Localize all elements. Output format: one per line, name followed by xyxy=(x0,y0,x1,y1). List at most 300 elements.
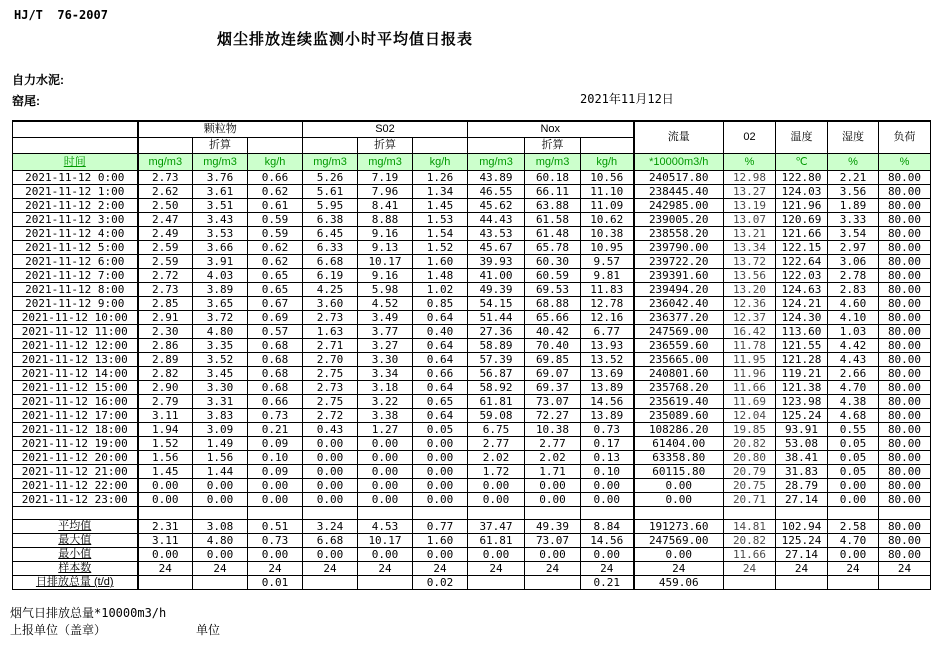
spacer-cell xyxy=(138,138,193,154)
value-cell: 20.71 xyxy=(724,493,776,507)
value-cell: 1.53 xyxy=(413,213,468,227)
data-row xyxy=(13,479,931,493)
value-cell: 0.66 xyxy=(248,395,303,409)
summary-value-cell: 4.53 xyxy=(358,520,413,534)
spacer-cell xyxy=(138,507,193,520)
summary-value-cell: 10.17 xyxy=(358,534,413,548)
value-cell: 108286.20 xyxy=(634,423,724,437)
value-cell: 9.16 xyxy=(358,269,413,283)
value-cell: 4.70 xyxy=(828,381,879,395)
value-cell: 80.00 xyxy=(879,465,931,479)
value-cell: 46.55 xyxy=(468,185,525,199)
summary-value-cell: 0.00 xyxy=(634,548,724,562)
summary-value-cell: 0.00 xyxy=(828,548,879,562)
summary-value-cell: 6.68 xyxy=(303,534,358,548)
time-cell: 2021-11-12 12:00 xyxy=(13,339,138,353)
value-cell: 4.03 xyxy=(193,269,248,283)
value-cell: 4.68 xyxy=(828,409,879,423)
summary-value-cell xyxy=(879,576,931,590)
value-cell: 3.31 xyxy=(193,395,248,409)
value-cell: 60.18 xyxy=(525,171,581,185)
summary-value-cell: 37.47 xyxy=(468,520,525,534)
summary-value-cell: 0.77 xyxy=(413,520,468,534)
value-cell: 45.67 xyxy=(468,241,525,255)
value-cell: 4.10 xyxy=(828,311,879,325)
value-cell: 20.75 xyxy=(724,479,776,493)
footer-units-row xyxy=(10,621,947,637)
value-cell: 0.05 xyxy=(828,451,879,465)
col-group-particulate: 颗粒物 xyxy=(138,121,303,138)
value-cell: 239494.20 xyxy=(634,283,724,297)
summary-value-cell: 24 xyxy=(138,562,193,576)
value-cell: 1.72 xyxy=(468,465,525,479)
summary-value-cell: 247569.00 xyxy=(634,534,724,548)
col-temperature: 温度 xyxy=(776,121,828,154)
col-humidity: 湿度 xyxy=(828,121,879,154)
value-cell: 80.00 xyxy=(879,171,931,185)
value-cell: 0.00 xyxy=(358,451,413,465)
value-cell: 13.19 xyxy=(724,199,776,213)
value-cell: 0.00 xyxy=(358,493,413,507)
data-row xyxy=(13,269,931,283)
corner-cell xyxy=(13,138,138,154)
value-cell: 13.21 xyxy=(724,227,776,241)
value-cell: 0.61 xyxy=(248,199,303,213)
value-cell: 2.62 xyxy=(138,185,193,199)
footer xyxy=(10,604,947,637)
value-cell: 247569.00 xyxy=(634,325,724,339)
value-cell: 70.40 xyxy=(525,339,581,353)
value-cell: 39.93 xyxy=(468,255,525,269)
unit-cell: % xyxy=(828,154,879,171)
value-cell: 240801.60 xyxy=(634,367,724,381)
value-cell: 1.56 xyxy=(193,451,248,465)
value-cell: 0.00 xyxy=(581,493,634,507)
value-cell: 4.80 xyxy=(193,325,248,339)
value-cell: 3.49 xyxy=(358,311,413,325)
summary-row xyxy=(13,576,931,590)
header-group-row xyxy=(13,121,931,138)
summary-value-cell xyxy=(724,576,776,590)
value-cell: 60.30 xyxy=(525,255,581,269)
summary-value-cell: 0.51 xyxy=(248,520,303,534)
standard-code: HJ/T 76-2007 xyxy=(14,8,108,22)
value-cell: 121.55 xyxy=(776,339,828,353)
summary-label: 样本数 xyxy=(13,562,138,576)
summary-value-cell xyxy=(303,576,358,590)
value-cell: 3.51 xyxy=(193,199,248,213)
value-cell: 44.43 xyxy=(468,213,525,227)
value-cell: 239391.60 xyxy=(634,269,724,283)
summary-value-cell: 459.06 xyxy=(634,576,724,590)
summary-value-cell xyxy=(776,576,828,590)
value-cell: 63.88 xyxy=(525,199,581,213)
summary-row xyxy=(13,548,931,562)
summary-value-cell xyxy=(468,576,525,590)
value-cell: 69.85 xyxy=(525,353,581,367)
value-cell: 0.00 xyxy=(303,451,358,465)
value-cell: 3.54 xyxy=(828,227,879,241)
value-cell: 2.71 xyxy=(303,339,358,353)
summary-value-cell: 0.00 xyxy=(468,548,525,562)
summary-value-cell: 0.00 xyxy=(525,548,581,562)
value-cell: 0.00 xyxy=(248,479,303,493)
value-cell: 0.00 xyxy=(193,493,248,507)
value-cell: 1.52 xyxy=(138,437,193,451)
value-cell: 49.39 xyxy=(468,283,525,297)
summary-label: 最小值 xyxy=(13,548,138,562)
value-cell: 61.48 xyxy=(525,227,581,241)
value-cell: 80.00 xyxy=(879,325,931,339)
value-cell: 13.93 xyxy=(581,339,634,353)
value-cell: 72.27 xyxy=(525,409,581,423)
value-cell: 2.59 xyxy=(138,255,193,269)
value-cell: 80.00 xyxy=(879,395,931,409)
value-cell: 239790.00 xyxy=(634,241,724,255)
value-cell: 2.89 xyxy=(138,353,193,367)
unit-cell: kg/h xyxy=(248,154,303,171)
data-row xyxy=(13,395,931,409)
summary-value-cell: 80.00 xyxy=(879,548,931,562)
data-row xyxy=(13,241,931,255)
value-cell: 0.00 xyxy=(413,479,468,493)
value-cell: 3.61 xyxy=(193,185,248,199)
value-cell: 236377.20 xyxy=(634,311,724,325)
unit-cell: mg/m3 xyxy=(138,154,193,171)
value-cell: 2.90 xyxy=(138,381,193,395)
data-row xyxy=(13,171,931,185)
value-cell: 3.66 xyxy=(193,241,248,255)
summary-value-cell: 2.31 xyxy=(138,520,193,534)
value-cell: 1.52 xyxy=(413,241,468,255)
value-cell: 5.95 xyxy=(303,199,358,213)
time-cell: 2021-11-12 8:00 xyxy=(13,283,138,297)
value-cell: 0.05 xyxy=(413,423,468,437)
value-cell: 11.96 xyxy=(724,367,776,381)
value-cell: 13.20 xyxy=(724,283,776,297)
summary-value-cell: 0.00 xyxy=(303,548,358,562)
value-cell: 80.00 xyxy=(879,241,931,255)
value-cell: 124.21 xyxy=(776,297,828,311)
value-cell: 1.48 xyxy=(413,269,468,283)
value-cell: 0.43 xyxy=(303,423,358,437)
value-cell: 1.27 xyxy=(358,423,413,437)
data-row xyxy=(13,199,931,213)
time-cell: 2021-11-12 15:00 xyxy=(13,381,138,395)
time-cell: 2021-11-12 20:00 xyxy=(13,451,138,465)
summary-value-cell: 24 xyxy=(358,562,413,576)
value-cell: 121.38 xyxy=(776,381,828,395)
time-cell: 2021-11-12 23:00 xyxy=(13,493,138,507)
value-cell: 0.00 xyxy=(413,493,468,507)
value-cell: 1.94 xyxy=(138,423,193,437)
value-cell: 16.42 xyxy=(724,325,776,339)
value-cell: 0.00 xyxy=(634,493,724,507)
value-cell: 12.36 xyxy=(724,297,776,311)
summary-value-cell: 24 xyxy=(828,562,879,576)
value-cell: 119.21 xyxy=(776,367,828,381)
value-cell: 28.79 xyxy=(776,479,828,493)
value-cell: 0.57 xyxy=(248,325,303,339)
unit-cell: mg/m3 xyxy=(468,154,525,171)
value-cell: 0.64 xyxy=(413,409,468,423)
value-cell: 19.85 xyxy=(724,423,776,437)
summary-value-cell: 0.00 xyxy=(358,548,413,562)
value-cell: 4.25 xyxy=(303,283,358,297)
value-cell: 73.07 xyxy=(525,395,581,409)
value-cell: 11.83 xyxy=(581,283,634,297)
data-row xyxy=(13,367,931,381)
value-cell: 6.19 xyxy=(303,269,358,283)
value-cell: 10.56 xyxy=(581,171,634,185)
spacer-cell xyxy=(525,507,581,520)
data-row xyxy=(13,451,931,465)
value-cell: 2.72 xyxy=(138,269,193,283)
value-cell: 1.44 xyxy=(193,465,248,479)
value-cell: 3.43 xyxy=(193,213,248,227)
value-cell: 1.34 xyxy=(413,185,468,199)
value-cell: 2.75 xyxy=(303,395,358,409)
value-cell: 12.16 xyxy=(581,311,634,325)
value-cell: 236559.60 xyxy=(634,339,724,353)
value-cell: 122.03 xyxy=(776,269,828,283)
value-cell: 80.00 xyxy=(879,493,931,507)
value-cell: 2.73 xyxy=(303,311,358,325)
summary-value-cell: 4.80 xyxy=(193,534,248,548)
value-cell: 0.00 xyxy=(413,465,468,479)
value-cell: 0.00 xyxy=(358,437,413,451)
value-cell: 0.00 xyxy=(358,479,413,493)
value-cell: 2.21 xyxy=(828,171,879,185)
table-header xyxy=(13,121,931,171)
time-cell: 2021-11-12 7:00 xyxy=(13,269,138,283)
summary-value-cell: 24 xyxy=(193,562,248,576)
data-row xyxy=(13,409,931,423)
summary-value-cell: 14.81 xyxy=(724,520,776,534)
conversion-label: 折算 xyxy=(193,138,248,154)
value-cell: 0.85 xyxy=(413,297,468,311)
summary-value-cell: 3.24 xyxy=(303,520,358,534)
value-cell: 0.00 xyxy=(193,479,248,493)
value-cell: 2.66 xyxy=(828,367,879,381)
value-cell: 5.26 xyxy=(303,171,358,185)
value-cell: 8.41 xyxy=(358,199,413,213)
summary-value-cell: 24 xyxy=(525,562,581,576)
value-cell: 124.03 xyxy=(776,185,828,199)
value-cell: 0.21 xyxy=(248,423,303,437)
value-cell: 9.16 xyxy=(358,227,413,241)
value-cell: 60115.80 xyxy=(634,465,724,479)
value-cell: 80.00 xyxy=(879,185,931,199)
value-cell: 3.34 xyxy=(358,367,413,381)
value-cell: 3.56 xyxy=(828,185,879,199)
unit-cell: ℃ xyxy=(776,154,828,171)
time-cell: 2021-11-12 13:00 xyxy=(13,353,138,367)
value-cell: 0.10 xyxy=(248,451,303,465)
value-cell: 0.66 xyxy=(248,171,303,185)
summary-value-cell: 102.94 xyxy=(776,520,828,534)
value-cell: 9.81 xyxy=(581,269,634,283)
value-cell: 80.00 xyxy=(879,423,931,437)
value-cell: 4.60 xyxy=(828,297,879,311)
value-cell: 0.00 xyxy=(634,479,724,493)
value-cell: 12.98 xyxy=(724,171,776,185)
value-cell: 0.64 xyxy=(413,339,468,353)
header-unit-row xyxy=(13,154,931,171)
value-cell: 11.78 xyxy=(724,339,776,353)
value-cell: 238558.20 xyxy=(634,227,724,241)
value-cell: 0.65 xyxy=(413,395,468,409)
value-cell: 0.73 xyxy=(248,409,303,423)
summary-value-cell: 1.60 xyxy=(413,534,468,548)
value-cell: 0.17 xyxy=(581,437,634,451)
value-cell: 7.19 xyxy=(358,171,413,185)
col-o2: 02 xyxy=(724,121,776,154)
summary-value-cell xyxy=(525,576,581,590)
unit-cell: kg/h xyxy=(581,154,634,171)
value-cell: 0.62 xyxy=(248,241,303,255)
value-cell: 0.65 xyxy=(248,283,303,297)
value-cell: 235768.20 xyxy=(634,381,724,395)
value-cell: 123.98 xyxy=(776,395,828,409)
value-cell: 27.14 xyxy=(776,493,828,507)
value-cell: 3.76 xyxy=(193,171,248,185)
value-cell: 80.00 xyxy=(879,269,931,283)
summary-value-cell: 24 xyxy=(776,562,828,576)
value-cell: 0.00 xyxy=(138,479,193,493)
time-column-header: 时间 xyxy=(13,154,138,171)
value-cell: 10.95 xyxy=(581,241,634,255)
value-cell: 0.00 xyxy=(303,465,358,479)
value-cell: 6.75 xyxy=(468,423,525,437)
value-cell: 3.35 xyxy=(193,339,248,353)
value-cell: 1.45 xyxy=(138,465,193,479)
value-cell: 65.78 xyxy=(525,241,581,255)
value-cell: 13.72 xyxy=(724,255,776,269)
value-cell: 43.53 xyxy=(468,227,525,241)
value-cell: 9.57 xyxy=(581,255,634,269)
value-cell: 0.00 xyxy=(581,479,634,493)
data-row xyxy=(13,381,931,395)
summary-row xyxy=(13,562,931,576)
location-row xyxy=(12,90,947,108)
value-cell: 69.07 xyxy=(525,367,581,381)
time-cell: 2021-11-12 10:00 xyxy=(13,311,138,325)
value-cell: 10.17 xyxy=(358,255,413,269)
value-cell: 4.38 xyxy=(828,395,879,409)
summary-value-cell: 80.00 xyxy=(879,534,931,548)
value-cell: 1.02 xyxy=(413,283,468,297)
summary-label: 平均值 xyxy=(13,520,138,534)
value-cell: 12.37 xyxy=(724,311,776,325)
value-cell: 80.00 xyxy=(879,283,931,297)
value-cell: 1.03 xyxy=(828,325,879,339)
value-cell: 0.05 xyxy=(828,437,879,451)
value-cell: 239005.20 xyxy=(634,213,724,227)
value-cell: 11.95 xyxy=(724,353,776,367)
summary-value-cell: 24 xyxy=(468,562,525,576)
unit-cell: % xyxy=(879,154,931,171)
value-cell: 3.52 xyxy=(193,353,248,367)
value-cell: 122.64 xyxy=(776,255,828,269)
summary-value-cell: 0.00 xyxy=(248,548,303,562)
value-cell: 56.87 xyxy=(468,367,525,381)
col-flow: 流量 xyxy=(634,121,724,154)
value-cell: 11.10 xyxy=(581,185,634,199)
value-cell: 80.00 xyxy=(879,227,931,241)
spacer-cell xyxy=(303,138,358,154)
value-cell: 0.05 xyxy=(828,465,879,479)
value-cell: 2.91 xyxy=(138,311,193,325)
value-cell: 3.18 xyxy=(358,381,413,395)
value-cell: 2.82 xyxy=(138,367,193,381)
value-cell: 120.69 xyxy=(776,213,828,227)
value-cell: 8.88 xyxy=(358,213,413,227)
value-cell: 38.41 xyxy=(776,451,828,465)
value-cell: 6.38 xyxy=(303,213,358,227)
value-cell: 0.00 xyxy=(303,437,358,451)
value-cell: 0.09 xyxy=(248,437,303,451)
summary-value-cell: 0.01 xyxy=(248,576,303,590)
spacer-cell xyxy=(468,138,525,154)
summary-value-cell: 24 xyxy=(724,562,776,576)
value-cell: 1.49 xyxy=(193,437,248,451)
corner-cell xyxy=(13,121,138,138)
value-cell: 2.47 xyxy=(138,213,193,227)
value-cell: 0.00 xyxy=(525,479,581,493)
value-cell: 3.09 xyxy=(193,423,248,437)
value-cell: 125.24 xyxy=(776,409,828,423)
value-cell: 66.11 xyxy=(525,185,581,199)
value-cell: 6.33 xyxy=(303,241,358,255)
value-cell: 0.68 xyxy=(248,353,303,367)
summary-label: 日排放总量 (t/d) xyxy=(13,576,138,590)
value-cell: 1.89 xyxy=(828,199,879,213)
value-cell: 59.08 xyxy=(468,409,525,423)
value-cell: 1.60 xyxy=(413,255,468,269)
value-cell: 236042.40 xyxy=(634,297,724,311)
spacer-cell xyxy=(581,507,634,520)
unit-cell: mg/m3 xyxy=(358,154,413,171)
value-cell: 3.72 xyxy=(193,311,248,325)
col-group-nox: Nox xyxy=(468,121,634,138)
value-cell: 14.56 xyxy=(581,395,634,409)
value-cell: 122.80 xyxy=(776,171,828,185)
spacer-cell xyxy=(248,507,303,520)
time-cell: 2021-11-12 11:00 xyxy=(13,325,138,339)
value-cell: 12.78 xyxy=(581,297,634,311)
value-cell: 20.79 xyxy=(724,465,776,479)
summary-value-cell: 3.08 xyxy=(193,520,248,534)
value-cell: 80.00 xyxy=(879,353,931,367)
value-cell: 80.00 xyxy=(879,381,931,395)
value-cell: 2.73 xyxy=(138,283,193,297)
value-cell: 122.15 xyxy=(776,241,828,255)
value-cell: 10.62 xyxy=(581,213,634,227)
value-cell: 0.69 xyxy=(248,311,303,325)
value-cell: 6.45 xyxy=(303,227,358,241)
summary-value-cell: 11.66 xyxy=(724,548,776,562)
value-cell: 2.50 xyxy=(138,199,193,213)
value-cell: 0.40 xyxy=(413,325,468,339)
value-cell: 10.38 xyxy=(581,227,634,241)
value-cell: 53.08 xyxy=(776,437,828,451)
value-cell: 235665.00 xyxy=(634,353,724,367)
time-cell: 2021-11-12 0:00 xyxy=(13,171,138,185)
value-cell: 12.04 xyxy=(724,409,776,423)
value-cell: 0.64 xyxy=(413,311,468,325)
summary-value-cell: 8.84 xyxy=(581,520,634,534)
